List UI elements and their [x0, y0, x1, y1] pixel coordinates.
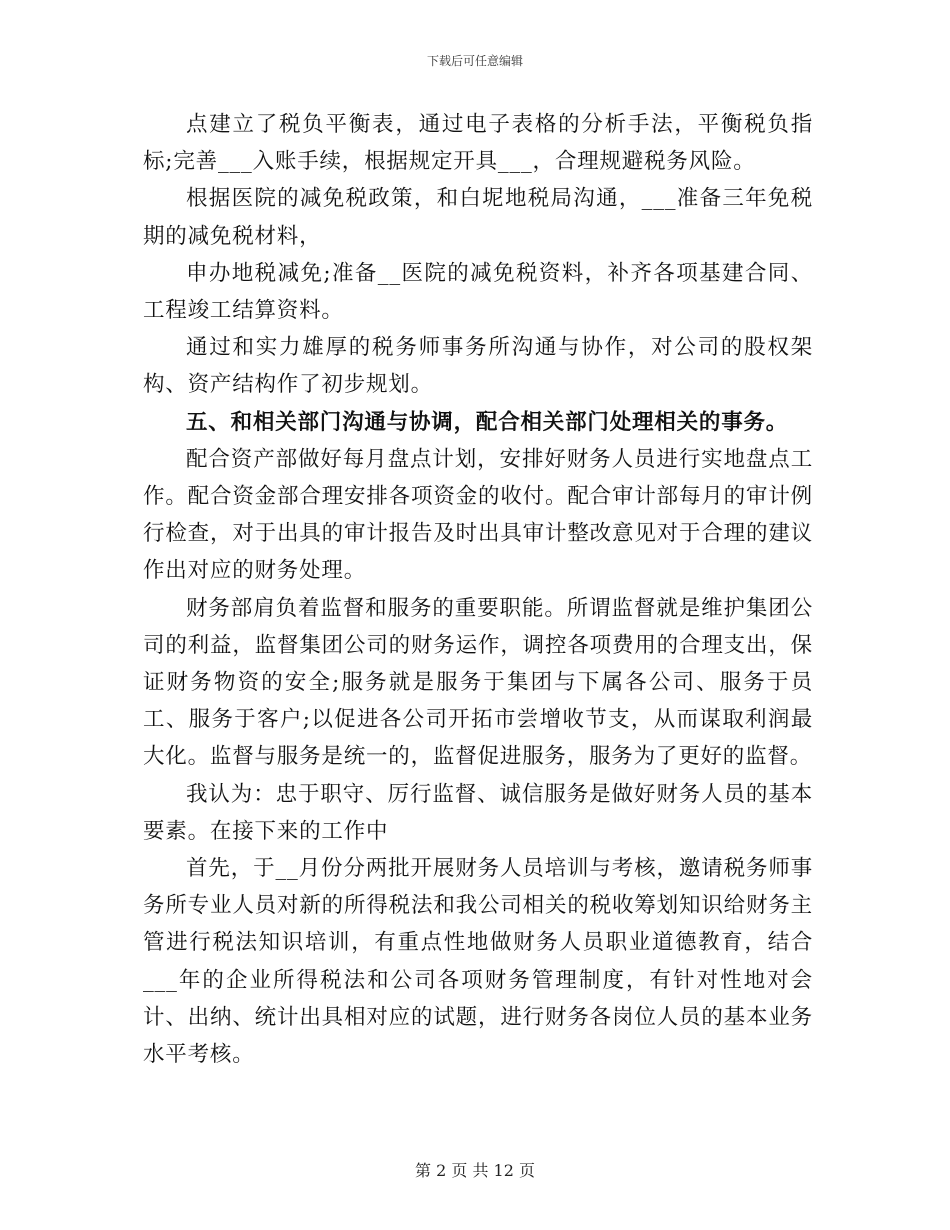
paragraph-supervision-service: 财务部肩负着监督和服务的重要职能。所谓监督就是维护集团公司的利益，监督集团公司的财务运作，调控各项费用的合理支出，保证财务物资的安全;服务就是服务于集团与下属各公司、服务于员工、服务于客户;以促进各公司开拓市尝增收节支，从而谋取利润最大化。监督与服务是统一的，监督促进服务，服务为了更好的监督。 [143, 595, 813, 770]
paragraph-tax-firm-planning: 通过和实力雄厚的税务师事务所沟通与协作，对公司的股权架构、资产结构作了初步规划。 [143, 335, 813, 398]
paragraph-tax-balance: 点建立了税负平衡表，通过电子表格的分析手法，平衡税负指标;完善___入账手续，根据规定开具___，合理规避税务风险。 [143, 112, 813, 175]
document-body [143, 106, 813, 1073]
page-footer: 第 2 页 共 12 页 [415, 1161, 535, 1180]
paragraph-training-plan: 首先，于__月份分两批开展财务人员培训与考核，邀请税务师事务所专业人员对新的所得税法和我公司相关的税收筹划知识给财务主管进行税法知识培训，有重点性地做财务人员职业道德教育，结合___年的企业所得税法和公司各项财务管理制度，有针对性地对会计、出纳、统计出具相对应的试题，进行财务各岗位人员的基本业务水平考核。 [143, 856, 813, 1068]
paragraph-opinion: 我认为：忠于职守、厉行监督、诚信服务是做好财务人员的基本要素。在接下来的工作中 [143, 781, 813, 844]
page-header: 下载后可任意编辑 [426, 54, 523, 68]
section-heading-5: 五、和相关部门沟通与协调，配合相关部门处理相关的事务。 [186, 409, 789, 435]
paragraph-department-coordination: 配合资产部做好每月盘点计划，安排好财务人员进行实地盘点工作。配合资金部合理安排各项资金的收付。配合审计部每月的审计例行检查，对于出具的审计报告及时出具审计整改意见对于合理的建议作出对应的财务处理。 [143, 446, 813, 584]
paragraph-hospital-tax-policy: 根据医院的减免税政策，和白坭地税局沟通，___准备三年免税期的减免税材料， [143, 186, 813, 249]
paragraph-local-tax-exemption: 申办地税减免;准备__医院的减免税资料，补齐各项基建合同、工程竣工结算资料。 [143, 260, 813, 324]
